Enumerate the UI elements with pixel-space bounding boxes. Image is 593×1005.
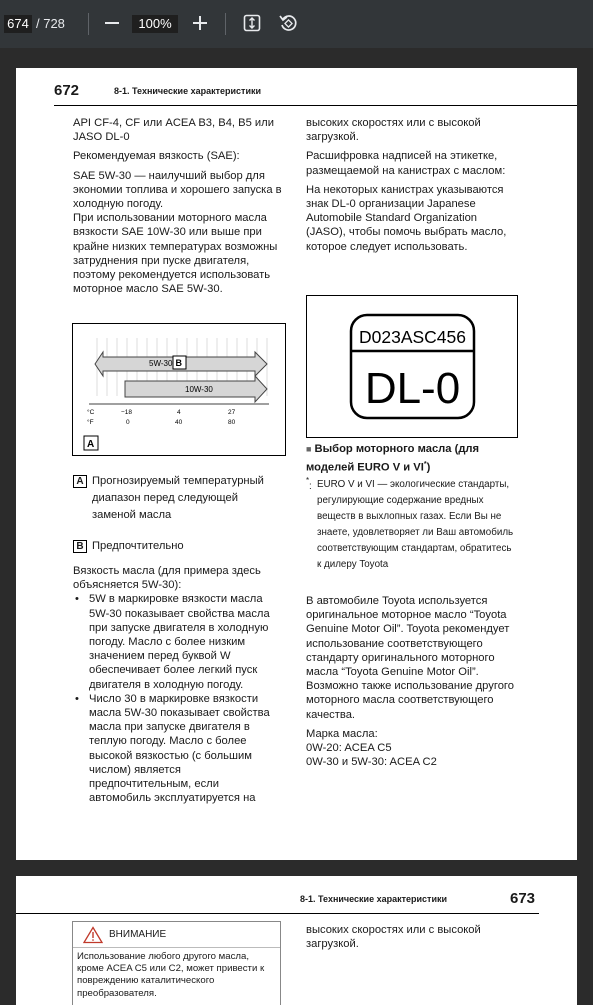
bullet-item: • Число 30 в маркировке вязкости масла 5W-30 показывает свойства масла при запуске двигателя в теплую погоду. Масло с более высокой вязкостью (с большим числом) является предпочтительным, если автомобиль эксплуатируется на xyxy=(73,692,283,806)
viscosity-explanation-heading: Вязкость масла (для примера здесь объясняется 5W-30): xyxy=(73,565,261,592)
legend-a-marker: A xyxy=(73,475,87,488)
bullet-item: • 5W в маркировке вязкости масла 5W-30 показывает свойства масла при запуске двигателя в холодную погоду. Масло с более низким значением перед буквой W обеспечивает более легкий пуск двигателя в холодную погоду. xyxy=(73,592,283,691)
page-total-label: / 728 xyxy=(36,16,65,31)
jaso-dl0-logo xyxy=(307,296,517,437)
legend-a-text: Прогнозируемый температурный диапазон перед следующей заменой масла xyxy=(92,475,264,521)
logo-mark: DL-0 xyxy=(364,364,461,413)
footnote xyxy=(306,477,518,573)
oil-brand-heading: Марка масла: xyxy=(306,727,378,740)
square-bullet-icon: ■ xyxy=(306,444,312,454)
toolbar-separator xyxy=(225,13,226,35)
section-header: 8-1. Технические характеристики xyxy=(114,86,262,96)
zoom-in-button[interactable] xyxy=(190,10,210,36)
footnote-mark: * xyxy=(306,476,310,485)
tick-c-1: −18 xyxy=(121,409,133,416)
zoom-out-button[interactable] xyxy=(102,10,122,36)
legend-b-text: Предпочтительно xyxy=(92,540,184,552)
legend-b-marker: B xyxy=(73,540,87,553)
rotate-icon xyxy=(278,13,298,33)
euro-heading-text: Выбор моторного масла (для моделей EURO V и VI xyxy=(306,443,480,474)
document-page xyxy=(16,876,577,1005)
label-decoding-heading: Расшифровка надписей на этикетке, размещаемой на канистрах с маслом: xyxy=(306,150,506,177)
footnote-colon: : xyxy=(309,481,312,492)
unit-celsius: °C xyxy=(87,409,95,416)
warning-triangle-icon xyxy=(83,926,103,944)
viscosity-bullets xyxy=(73,592,283,805)
legend-a xyxy=(73,473,283,524)
bar-label-5w30: 5W-30 xyxy=(149,359,173,368)
oil-spec-text: API CF-4, CF или ACEA B3, B4, B5 или JASO DL-0 xyxy=(73,117,274,144)
rotate-button[interactable] xyxy=(278,10,298,36)
warning-title: ВНИМАНИЕ xyxy=(109,929,167,940)
fit-to-page-button[interactable] xyxy=(242,10,262,36)
tick-c-3: 27 xyxy=(228,409,236,416)
continued-text: высоких скоростях или с высокой загрузкой. xyxy=(306,117,481,144)
plus-icon xyxy=(193,16,207,30)
page-number: 673 xyxy=(510,890,536,907)
jaso-text: На некоторых канистрах указываются знак DL-0 организации Japanese Automobile Standard Organization (JASO), чтобы помочь выбрать масло, которое следует использовать. xyxy=(306,183,507,253)
toyota-oil-text: В автомобиле Toyota используется оригинальное моторное масло “Toyota Genuine Motor Oil”. Toyota рекомендует использование соответствующего стандарту оригинального моторного масла “Toyota Genuine Motor Oil”. Возможно также использование другого моторного масла соответствующего качества. xyxy=(306,595,514,721)
unit-fahrenheit: °F xyxy=(87,419,94,426)
left-column-bottom xyxy=(73,564,283,805)
viscosity-chart xyxy=(72,323,286,456)
right-column-top xyxy=(306,116,518,254)
oil-grade-2: 0W-30 и 5W-30: ACEA C2 xyxy=(306,756,437,769)
jaso-logo-figure xyxy=(306,295,518,438)
header-rule xyxy=(16,913,539,914)
viscosity-chart-svg xyxy=(73,324,285,455)
minus-icon xyxy=(105,16,119,30)
marker-a: A xyxy=(87,439,95,450)
heading-footnote-mark: * xyxy=(423,461,427,468)
logo-code: D023ASC456 xyxy=(358,327,467,347)
heading-close: ) xyxy=(426,461,431,474)
section-header: 8-1. Технические характеристики xyxy=(300,894,448,904)
header-rule xyxy=(54,105,577,106)
tick-f-2: 40 xyxy=(175,419,183,426)
tick-f-1: 0 xyxy=(126,419,130,426)
marker-b: B xyxy=(175,358,182,368)
page-number-input[interactable]: 674 xyxy=(4,15,32,33)
fit-page-icon xyxy=(243,14,261,32)
document-page xyxy=(16,68,577,860)
pdf-toolbar xyxy=(0,0,593,48)
left-column-top xyxy=(73,116,283,296)
zoom-level-input[interactable]: 100% xyxy=(132,15,178,33)
legend-b xyxy=(73,538,283,555)
oil-grade-1: 0W-20: ACEA C5 xyxy=(306,742,392,755)
viscosity-recommendation: SAE 5W-30 — наилучший выбор для экономии топлива и хорошего запуска в холодную погоду. xyxy=(73,169,282,211)
continued-text: высоких скоростях или с высокой загрузкой. xyxy=(306,924,481,951)
footnote-text: EURO V и VI — экологические стандарты, регулирующие содержание вредных веществ в выхлопных газах. Если Вы не знаете, удовлетворяет ли Ваш автомобиль соответствующим стандартам, обратитесь к дилеру Toyota xyxy=(317,479,514,570)
page-number: 672 xyxy=(54,82,80,99)
warning-text: Использование любого другого масла, кроме ACEA C5 или C2, может привести к повреждению каталитического преобразователя. xyxy=(77,951,265,999)
tick-c-2: 4 xyxy=(177,409,181,416)
viscosity-warning-text: При использовании моторного масла вязкости SAE 10W-30 или выше при крайне низких температурах возможны затруднения при пуске двигателя, поэтому рекомендуется использовать моторное масло SAE 5W-30. xyxy=(73,212,278,296)
bar-label-10w30: 10W-30 xyxy=(185,385,213,394)
tick-f-3: 80 xyxy=(228,419,236,426)
right-column-bottom xyxy=(306,594,518,769)
viscosity-heading: Рекомендуемая вязкость (SAE): xyxy=(73,150,240,163)
euro-heading xyxy=(306,441,518,476)
warning-box xyxy=(72,921,281,1005)
warning-header xyxy=(73,922,280,948)
toolbar-separator xyxy=(88,13,89,35)
